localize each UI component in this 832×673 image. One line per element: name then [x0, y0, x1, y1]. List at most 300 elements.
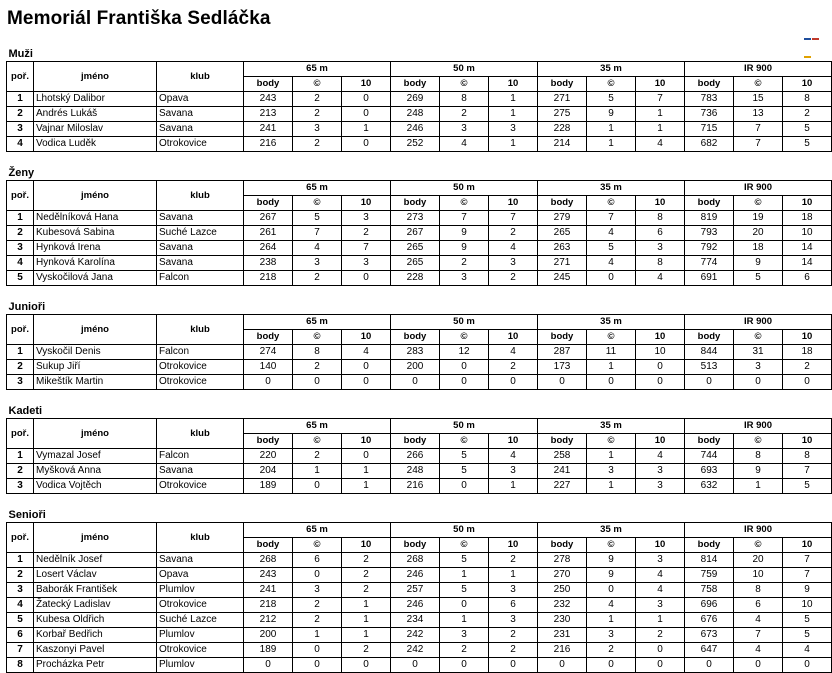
value-cell: 279	[538, 211, 587, 226]
col-header-sub: body	[685, 434, 734, 449]
name-cell: Losert Václav	[34, 568, 157, 583]
value-cell: 2	[636, 628, 685, 643]
value-cell: 3	[636, 241, 685, 256]
value-cell: 2	[293, 449, 342, 464]
value-cell: 4	[489, 241, 538, 256]
header-row-disciplines	[7, 315, 832, 330]
value-cell: 189	[244, 479, 293, 494]
value-cell: 228	[391, 271, 440, 286]
value-cell: 7	[734, 122, 783, 137]
value-cell: 0	[636, 643, 685, 658]
value-cell: 1	[440, 613, 489, 628]
value-cell: 1	[587, 122, 636, 137]
header-row-disciplines	[7, 523, 832, 538]
rank-cell: 5	[7, 271, 34, 286]
value-cell: 0	[293, 658, 342, 673]
col-header-sub: 10	[783, 434, 832, 449]
club-cell: Plumlov	[157, 658, 244, 673]
table-row	[7, 583, 832, 598]
value-cell: 6	[489, 598, 538, 613]
value-cell: 1	[440, 568, 489, 583]
col-header-rank: poř.	[7, 523, 34, 553]
value-cell: 5	[783, 628, 832, 643]
value-cell: 9	[587, 553, 636, 568]
value-cell: 278	[538, 553, 587, 568]
table-row	[7, 643, 832, 658]
col-header-discipline: 35 m	[538, 62, 685, 77]
club-cell: Suché Lazce	[157, 613, 244, 628]
value-cell: 5	[734, 271, 783, 286]
value-cell: 1	[636, 107, 685, 122]
col-header-sub: 10	[783, 538, 832, 553]
value-cell: 3	[587, 628, 636, 643]
value-cell: 2	[293, 137, 342, 152]
section-spacer	[7, 152, 832, 167]
name-cell: Vyskočil Denis	[34, 345, 157, 360]
value-cell: 7	[783, 568, 832, 583]
col-header-rank: poř.	[7, 315, 34, 345]
value-cell: 273	[391, 211, 440, 226]
value-cell: 269	[391, 92, 440, 107]
value-cell: 18	[734, 241, 783, 256]
col-header-club: klub	[157, 419, 244, 449]
table-row	[7, 360, 832, 375]
value-cell: 2	[293, 613, 342, 628]
value-cell: 4	[587, 256, 636, 271]
col-header-sub: ©	[587, 77, 636, 92]
club-cell: Otrokovice	[157, 479, 244, 494]
value-cell: 3	[636, 464, 685, 479]
rank-cell: 8	[7, 658, 34, 673]
value-cell: 9	[587, 107, 636, 122]
value-cell: 9	[440, 241, 489, 256]
value-cell: 0	[440, 360, 489, 375]
col-header-discipline: 35 m	[538, 419, 685, 434]
value-cell: 7	[293, 226, 342, 241]
rank-cell: 1	[7, 211, 34, 226]
club-cell: Savana	[157, 256, 244, 271]
value-cell: 173	[538, 360, 587, 375]
value-cell: 3	[489, 613, 538, 628]
value-cell: 243	[244, 568, 293, 583]
col-header-sub: 10	[636, 196, 685, 211]
col-header-sub: 10	[783, 330, 832, 345]
col-header-sub: body	[685, 538, 734, 553]
value-cell: 11	[587, 345, 636, 360]
col-header-discipline: 35 m	[538, 523, 685, 538]
value-cell: 248	[391, 107, 440, 122]
col-header-sub: body	[538, 330, 587, 345]
value-cell: 266	[391, 449, 440, 464]
name-cell: Vymazal Josef	[34, 449, 157, 464]
value-cell: 1	[587, 360, 636, 375]
value-cell: 220	[244, 449, 293, 464]
col-header-sub: body	[391, 196, 440, 211]
col-header-sub: body	[685, 330, 734, 345]
col-header-rank: poř.	[7, 181, 34, 211]
name-cell: Nedělník Josef	[34, 553, 157, 568]
rank-cell: 1	[7, 553, 34, 568]
club-cell: Otrokovice	[157, 598, 244, 613]
name-cell: Hynková Karolína	[34, 256, 157, 271]
value-cell: 5	[440, 449, 489, 464]
value-cell: 20	[734, 226, 783, 241]
value-cell: 200	[244, 628, 293, 643]
value-cell: 4	[636, 137, 685, 152]
value-cell: 0	[293, 479, 342, 494]
value-cell: 227	[538, 479, 587, 494]
value-cell: 3	[489, 583, 538, 598]
value-cell: 4	[636, 449, 685, 464]
value-cell: 15	[734, 92, 783, 107]
value-cell: 5	[440, 583, 489, 598]
value-cell: 267	[244, 211, 293, 226]
col-header-sub: 10	[342, 330, 391, 345]
value-cell: 7	[783, 553, 832, 568]
value-cell: 3	[293, 122, 342, 137]
col-header-sub: 10	[489, 538, 538, 553]
rank-cell: 1	[7, 345, 34, 360]
name-cell: Kaszonyi Pavel	[34, 643, 157, 658]
value-cell: 263	[538, 241, 587, 256]
value-cell: 12	[440, 345, 489, 360]
table-row	[7, 226, 832, 241]
value-cell: 2	[783, 360, 832, 375]
value-cell: 2	[293, 271, 342, 286]
col-header-sub: 10	[636, 434, 685, 449]
table-row	[7, 345, 832, 360]
value-cell: 8	[783, 92, 832, 107]
value-cell: 267	[391, 226, 440, 241]
col-header-sub: body	[391, 77, 440, 92]
col-header-sub: ©	[734, 77, 783, 92]
value-cell: 8	[636, 256, 685, 271]
value-cell: 3	[293, 583, 342, 598]
col-header-sub: ©	[587, 196, 636, 211]
club-cell: Opava	[157, 92, 244, 107]
value-cell: 2	[489, 226, 538, 241]
value-cell: 0	[342, 449, 391, 464]
value-cell: 3	[293, 256, 342, 271]
value-cell: 189	[244, 643, 293, 658]
rank-cell: 3	[7, 375, 34, 390]
rank-cell: 4	[7, 137, 34, 152]
value-cell: 1	[636, 122, 685, 137]
name-cell: Kubesová Sabina	[34, 226, 157, 241]
table-row	[7, 122, 832, 137]
col-header-discipline: 50 m	[391, 315, 538, 330]
value-cell: 7	[636, 92, 685, 107]
col-header-sub: 10	[489, 196, 538, 211]
col-header-sub: body	[391, 538, 440, 553]
value-cell: 3	[489, 122, 538, 137]
col-header-sub: body	[391, 434, 440, 449]
value-cell: 736	[685, 107, 734, 122]
col-header-discipline: IR 900	[685, 181, 832, 196]
value-cell: 3	[636, 553, 685, 568]
value-cell: 245	[538, 271, 587, 286]
value-cell: 696	[685, 598, 734, 613]
col-header-discipline: 65 m	[244, 315, 391, 330]
table-row	[7, 92, 832, 107]
value-cell: 258	[538, 449, 587, 464]
club-cell: Falcon	[157, 271, 244, 286]
value-cell: 715	[685, 122, 734, 137]
spacer-cell	[7, 286, 832, 301]
col-header-club: klub	[157, 62, 244, 92]
rank-cell: 3	[7, 583, 34, 598]
section-title: Junioři	[8, 301, 46, 313]
col-header-sub: ©	[440, 434, 489, 449]
value-cell: 814	[685, 553, 734, 568]
table-row	[7, 449, 832, 464]
value-cell: 682	[685, 137, 734, 152]
value-cell: 216	[538, 643, 587, 658]
value-cell: 1	[587, 479, 636, 494]
col-header-discipline: IR 900	[685, 315, 832, 330]
value-cell: 1	[587, 449, 636, 464]
value-cell: 3	[440, 271, 489, 286]
value-cell: 2	[489, 553, 538, 568]
value-cell: 0	[685, 658, 734, 673]
value-cell: 9	[440, 226, 489, 241]
value-cell: 1	[587, 137, 636, 152]
col-header-sub: ©	[734, 538, 783, 553]
value-cell: 1	[293, 628, 342, 643]
value-cell: 673	[685, 628, 734, 643]
value-cell: 3	[636, 479, 685, 494]
value-cell: 0	[342, 375, 391, 390]
col-header-sub: ©	[440, 77, 489, 92]
value-cell: 8	[734, 583, 783, 598]
results-table	[6, 47, 832, 673]
value-cell: 8	[293, 345, 342, 360]
section-title: Senioři	[8, 509, 46, 521]
value-cell: 513	[685, 360, 734, 375]
value-cell: 0	[244, 658, 293, 673]
value-cell: 5	[440, 553, 489, 568]
value-cell: 3	[342, 256, 391, 271]
value-cell: 2	[783, 107, 832, 122]
col-header-discipline: 65 m	[244, 523, 391, 538]
name-cell: Procházka Petr	[34, 658, 157, 673]
value-cell: 0	[734, 658, 783, 673]
value-cell: 793	[685, 226, 734, 241]
value-cell: 647	[685, 643, 734, 658]
club-cell: Savana	[157, 122, 244, 137]
value-cell: 0	[636, 360, 685, 375]
name-cell: Andrés Lukáš	[34, 107, 157, 122]
col-header-sub: 10	[636, 77, 685, 92]
col-header-club: klub	[157, 181, 244, 211]
value-cell: 268	[244, 553, 293, 568]
value-cell: 0	[440, 375, 489, 390]
value-cell: 1	[489, 479, 538, 494]
col-header-sub: ©	[587, 434, 636, 449]
club-cell: Savana	[157, 241, 244, 256]
value-cell: 2	[342, 643, 391, 658]
table-row	[7, 479, 832, 494]
value-cell: 2	[489, 628, 538, 643]
col-header-sub: ©	[587, 538, 636, 553]
table-row	[7, 107, 832, 122]
value-cell: 2	[489, 360, 538, 375]
value-cell: 265	[538, 226, 587, 241]
value-cell: 18	[783, 211, 832, 226]
value-cell: 2	[293, 360, 342, 375]
value-cell: 7	[734, 137, 783, 152]
value-cell: 632	[685, 479, 734, 494]
value-cell: 248	[391, 464, 440, 479]
rank-cell: 2	[7, 226, 34, 241]
value-cell: 5	[783, 137, 832, 152]
col-header-sub: 10	[489, 77, 538, 92]
col-header-sub: ©	[734, 434, 783, 449]
club-cell: Otrokovice	[157, 137, 244, 152]
col-header-sub: body	[685, 77, 734, 92]
value-cell: 8	[734, 449, 783, 464]
value-cell: 275	[538, 107, 587, 122]
value-cell: 7	[783, 464, 832, 479]
table-row	[7, 658, 832, 673]
header-row-disciplines	[7, 181, 832, 196]
value-cell: 0	[342, 137, 391, 152]
value-cell: 1	[342, 613, 391, 628]
rank-cell: 2	[7, 464, 34, 479]
rank-cell: 5	[7, 613, 34, 628]
value-cell: 0	[587, 658, 636, 673]
rank-cell: 3	[7, 241, 34, 256]
club-cell: Savana	[157, 211, 244, 226]
value-cell: 1	[342, 479, 391, 494]
value-cell: 10	[783, 598, 832, 613]
value-cell: 758	[685, 583, 734, 598]
value-cell: 5	[587, 92, 636, 107]
table-row	[7, 568, 832, 583]
name-cell: Vyskočilová Jana	[34, 271, 157, 286]
value-cell: 8	[636, 211, 685, 226]
table-row	[7, 628, 832, 643]
col-header-club: klub	[157, 315, 244, 345]
col-header-name: jméno	[34, 62, 157, 92]
name-cell: Žatecký Ladislav	[34, 598, 157, 613]
table-row	[7, 241, 832, 256]
col-header-sub: body	[244, 77, 293, 92]
club-cell: Falcon	[157, 449, 244, 464]
value-cell: 14	[783, 256, 832, 271]
col-header-sub: 10	[342, 434, 391, 449]
name-cell: Vodica Vojtěch	[34, 479, 157, 494]
value-cell: 20	[734, 553, 783, 568]
value-cell: 0	[685, 375, 734, 390]
header-row-disciplines	[7, 62, 832, 77]
value-cell: 4	[587, 598, 636, 613]
table-row	[7, 256, 832, 271]
value-cell: 241	[538, 464, 587, 479]
value-cell: 5	[440, 464, 489, 479]
table-row	[7, 464, 832, 479]
col-header-sub: ©	[440, 330, 489, 345]
col-header-discipline: IR 900	[685, 419, 832, 434]
value-cell: 238	[244, 256, 293, 271]
rank-cell: 3	[7, 479, 34, 494]
value-cell: 6	[293, 553, 342, 568]
value-cell: 140	[244, 360, 293, 375]
value-cell: 4	[636, 583, 685, 598]
value-cell: 7	[734, 628, 783, 643]
rank-cell: 3	[7, 122, 34, 137]
value-cell: 216	[244, 137, 293, 152]
club-cell: Savana	[157, 553, 244, 568]
name-cell: Baborák František	[34, 583, 157, 598]
col-header-sub: 10	[342, 77, 391, 92]
value-cell: 759	[685, 568, 734, 583]
value-cell: 231	[538, 628, 587, 643]
value-cell: 31	[734, 345, 783, 360]
value-cell: 0	[636, 658, 685, 673]
value-cell: 3	[440, 122, 489, 137]
value-cell: 1	[342, 598, 391, 613]
value-cell: 0	[636, 375, 685, 390]
value-cell: 18	[783, 345, 832, 360]
value-cell: 0	[440, 479, 489, 494]
value-cell: 250	[538, 583, 587, 598]
value-cell: 844	[685, 345, 734, 360]
value-cell: 1	[489, 137, 538, 152]
rank-cell: 2	[7, 360, 34, 375]
value-cell: 230	[538, 613, 587, 628]
club-cell: Plumlov	[157, 628, 244, 643]
value-cell: 283	[391, 345, 440, 360]
value-cell: 0	[293, 568, 342, 583]
value-cell: 261	[244, 226, 293, 241]
value-cell: 204	[244, 464, 293, 479]
col-header-sub: ©	[293, 434, 342, 449]
value-cell: 744	[685, 449, 734, 464]
table-row	[7, 137, 832, 152]
value-cell: 214	[538, 137, 587, 152]
value-cell: 4	[734, 643, 783, 658]
value-cell: 2	[342, 583, 391, 598]
value-cell: 2	[440, 107, 489, 122]
table-row	[7, 211, 832, 226]
value-cell: 5	[293, 211, 342, 226]
col-header-sub: body	[391, 330, 440, 345]
col-header-sub: ©	[734, 196, 783, 211]
logo-mark	[804, 27, 826, 29]
col-header-sub: body	[244, 434, 293, 449]
value-cell: 228	[538, 122, 587, 137]
name-cell: Nedělníková Hana	[34, 211, 157, 226]
value-cell: 243	[244, 92, 293, 107]
header-row-disciplines	[7, 419, 832, 434]
value-cell: 676	[685, 613, 734, 628]
value-cell: 693	[685, 464, 734, 479]
value-cell: 2	[293, 107, 342, 122]
col-header-sub: 10	[342, 196, 391, 211]
value-cell: 1	[734, 479, 783, 494]
value-cell: 4	[636, 568, 685, 583]
value-cell: 7	[489, 211, 538, 226]
value-cell: 0	[587, 583, 636, 598]
rank-cell: 4	[7, 598, 34, 613]
table-row	[7, 613, 832, 628]
value-cell: 241	[244, 122, 293, 137]
value-cell: 7	[342, 241, 391, 256]
value-cell: 9	[783, 583, 832, 598]
value-cell: 2	[440, 643, 489, 658]
col-header-discipline: 50 m	[391, 523, 538, 538]
